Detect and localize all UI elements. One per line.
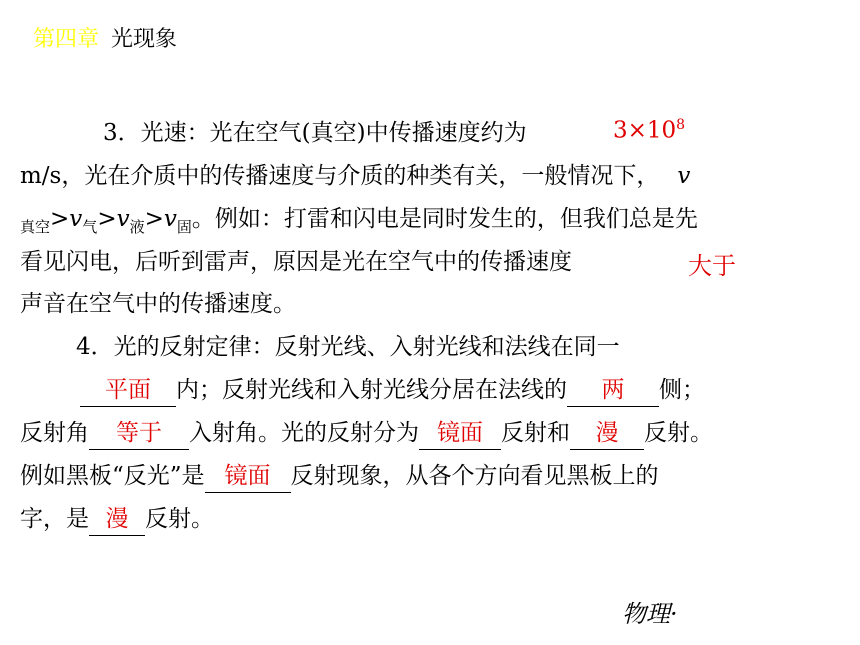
p3-text: 看见闪电，后听到雷声，原因是光在空气中的传播速度 [20, 249, 572, 275]
p4-text: 反射现象，从各个方向看见黑板上的 [290, 463, 659, 489]
p4-text: 反射和 [501, 420, 570, 446]
p3-text: m/s，光在介质中的传播速度与介质的种类有关，一般情况下， [20, 163, 660, 189]
gt-sign: > [97, 206, 117, 232]
p4-text: 例如黑板“反光”是 [20, 463, 205, 489]
p3-line-1 [103, 118, 527, 148]
p3-line-4 [20, 247, 572, 277]
gt-sign: > [144, 206, 164, 232]
subscript-vacuum: 真空 [20, 218, 51, 236]
faster-answer: 大于 [688, 252, 736, 280]
p3-line-3 [20, 204, 698, 236]
subscript-gas: 气 [82, 218, 98, 236]
answer-blank-equal: 等于 [89, 419, 189, 450]
p4-line-1 [76, 332, 620, 362]
p4-text: 字，是 [20, 506, 89, 532]
velocity-symbol: v [116, 206, 130, 232]
p4-text: 反射。 [145, 506, 214, 532]
p4-text: 4．光的反射定律：反射光线、入射光线和法线在同一 [76, 334, 620, 360]
p4-text: 反射角 [20, 420, 89, 446]
answer-blank-plane: 平面 [80, 376, 176, 407]
p4-line-3 [20, 418, 713, 450]
speed-answer-base: 3×10 [613, 117, 677, 144]
p3-text: 声音在空气中的传播速度。 [20, 291, 296, 317]
velocity-symbol: v [163, 206, 177, 232]
subscript-solid: 固 [176, 218, 192, 236]
p4-text: 侧； [659, 377, 705, 403]
velocity-symbol: v [69, 206, 83, 232]
velocity-symbol: v [677, 163, 691, 189]
answer-blank-diffuse: 漫 [570, 419, 644, 450]
answer-blank-mirror-2: 镜面 [205, 462, 291, 493]
p3-text: 。例如：打雷和闪电是同时发生的，但我们总是先 [191, 206, 698, 232]
p4-line-4 [20, 461, 659, 493]
speed-answer [613, 117, 685, 144]
p4-line-2 [80, 375, 705, 407]
p3-line-5 [20, 289, 296, 319]
gt-sign: > [50, 206, 70, 232]
subscript-liquid: 液 [129, 218, 145, 236]
answer-blank-mirror: 镜面 [419, 419, 501, 450]
answer-blank-diffuse-2: 漫 [89, 505, 145, 536]
speed-answer-exp: 8 [676, 117, 686, 133]
answer-blank-two: 两 [567, 376, 659, 407]
p4-line-5 [20, 504, 214, 536]
chapter-number: 第四章 [33, 27, 100, 52]
p3-line-2 [20, 161, 690, 191]
p4-text: 内；反射光线和入射光线分居在法线的 [176, 377, 567, 403]
chapter-header [33, 22, 177, 53]
chapter-title: 光现象 [111, 27, 178, 52]
footer-subject: 物理· [622, 600, 678, 628]
p3-text: 3．光速：光在空气(真空)中传播速度约为 [103, 120, 527, 146]
p4-text: 反射。 [644, 420, 713, 446]
p4-text: 入射角。光的反射分为 [189, 420, 419, 446]
